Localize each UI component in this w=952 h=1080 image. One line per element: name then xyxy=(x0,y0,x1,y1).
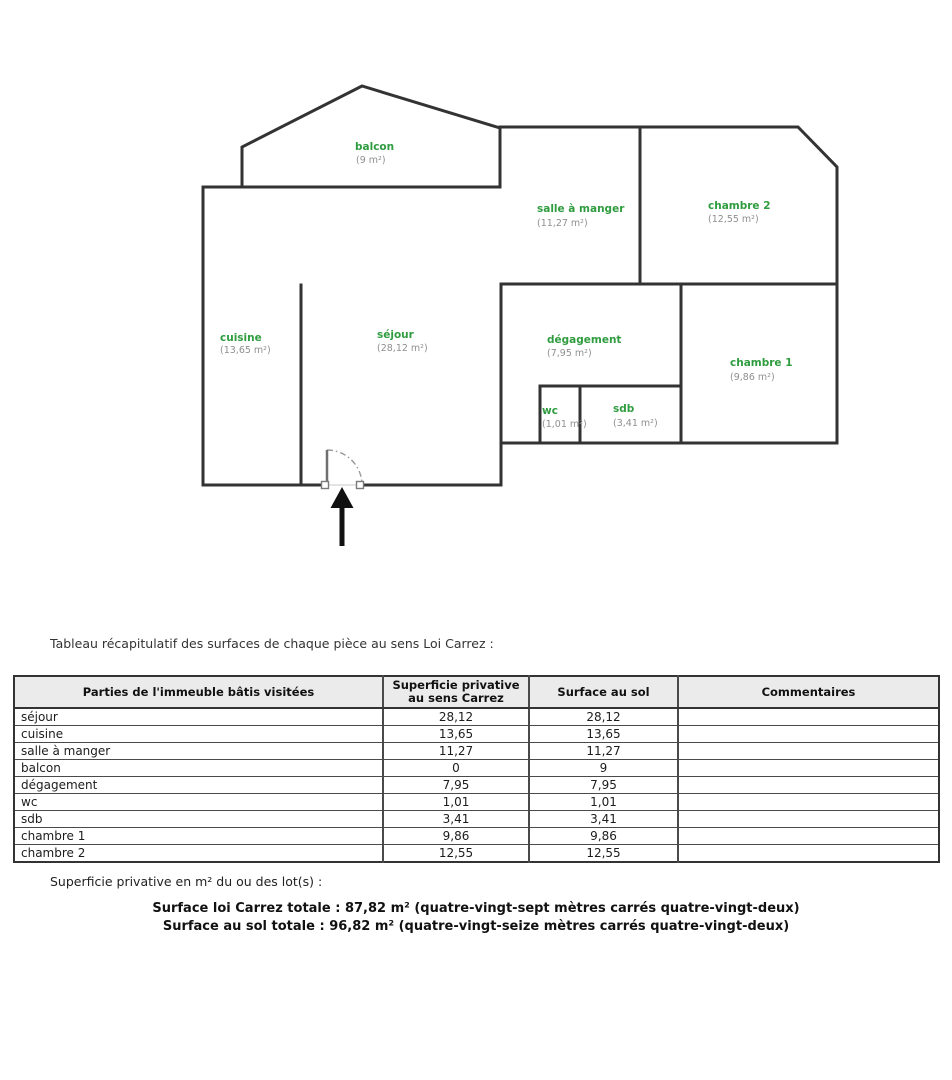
room-label-degagement xyxy=(547,334,621,359)
cell-sol: 1,01 xyxy=(529,794,678,811)
table-row xyxy=(14,760,939,777)
cell-carrez: 13,65 xyxy=(383,726,529,743)
table-header xyxy=(14,676,939,708)
cell-room: chambre 2 xyxy=(14,845,383,863)
cell-room: salle à manger xyxy=(14,743,383,760)
cell-carrez: 1,01 xyxy=(383,794,529,811)
col-header-superficie-carrez: Superficie privative au sens Carrez xyxy=(383,676,529,708)
cell-carrez: 7,95 xyxy=(383,777,529,794)
cell-carrez: 28,12 xyxy=(383,708,529,726)
room-label-chambre-1 xyxy=(730,357,793,383)
cell-sol: 28,12 xyxy=(529,708,678,726)
cell-sol: 12,55 xyxy=(529,845,678,863)
cell-room: séjour xyxy=(14,708,383,726)
room-area: (3,41 m²) xyxy=(613,418,658,429)
room-area: (9 m²) xyxy=(356,155,386,166)
total-sol-line: Surface au sol totale : 96,82 m² (quatre-vingt-seize mètres carrés quatre-vingt-deux) xyxy=(162,919,790,934)
room-area: (9,86 m²) xyxy=(730,372,775,383)
room-label-sdb xyxy=(613,403,658,429)
cell-comment xyxy=(678,811,939,828)
col-header-commentaires: Commentaires xyxy=(678,676,939,708)
cell-sol: 9 xyxy=(529,760,678,777)
room-area: (7,95 m²) xyxy=(547,348,592,359)
cell-carrez: 12,55 xyxy=(383,845,529,863)
cell-sol: 11,27 xyxy=(529,743,678,760)
cell-sol: 13,65 xyxy=(529,726,678,743)
room-area: (11,27 m²) xyxy=(537,218,588,229)
table-row xyxy=(14,811,939,828)
room-name: wc xyxy=(542,405,558,417)
room-label-sejour xyxy=(377,329,428,354)
cell-room: dégagement xyxy=(14,777,383,794)
room-name: sdb xyxy=(613,403,635,415)
room-name: chambre 2 xyxy=(708,200,771,212)
cell-room: chambre 1 xyxy=(14,828,383,845)
table-header-row xyxy=(14,676,939,708)
door-hinge-right xyxy=(357,482,364,489)
cell-comment xyxy=(678,743,939,760)
room-name: balcon xyxy=(355,141,395,153)
cell-comment xyxy=(678,726,939,743)
cell-room: sdb xyxy=(14,811,383,828)
room-label-chambre-2 xyxy=(708,200,771,225)
totals-block xyxy=(0,900,952,936)
cell-comment xyxy=(678,777,939,794)
room-area: (28,12 m²) xyxy=(377,343,428,354)
cell-comment xyxy=(678,828,939,845)
room-area: (1,01 m²) xyxy=(542,419,587,430)
room-label-salle-a-manger xyxy=(537,203,625,229)
cell-comment xyxy=(678,794,939,811)
cell-room: cuisine xyxy=(14,726,383,743)
table-row xyxy=(14,708,939,726)
room-name: cuisine xyxy=(220,332,262,344)
cell-comment xyxy=(678,760,939,777)
cell-room: wc xyxy=(14,794,383,811)
room-label-cuisine xyxy=(220,332,271,356)
superficie-privative-intro: Superficie privative en m² du ou des lot(s) : xyxy=(50,874,323,889)
table-row xyxy=(14,845,939,863)
col-header-parties: Parties de l'immeuble bâtis visitées xyxy=(14,676,383,708)
cell-comment xyxy=(678,708,939,726)
room-label-balcon xyxy=(355,141,394,166)
door-hinge-left xyxy=(322,482,329,489)
door-swing-arc xyxy=(327,450,362,485)
room-area: (12,55 m²) xyxy=(708,214,759,225)
entrance-arrow-icon xyxy=(331,487,354,546)
cell-carrez: 11,27 xyxy=(383,743,529,760)
cell-sol: 9,86 xyxy=(529,828,678,845)
cell-sol: 3,41 xyxy=(529,811,678,828)
cell-carrez: 0 xyxy=(383,760,529,777)
cell-sol: 7,95 xyxy=(529,777,678,794)
room-name: chambre 1 xyxy=(730,357,793,369)
room-name: séjour xyxy=(377,329,414,341)
table-row xyxy=(14,743,939,760)
room-name: salle à manger xyxy=(537,203,625,215)
cell-carrez: 9,86 xyxy=(383,828,529,845)
carrez-summary-table xyxy=(13,675,940,863)
col-header-surface-sol: Surface au sol xyxy=(529,676,678,708)
total-carrez-line: Surface loi Carrez totale : 87,82 m² (quatre-vingt-sept mètres carrés quatre-vingt-deux) xyxy=(152,901,800,916)
table-row xyxy=(14,777,939,794)
cell-carrez: 3,41 xyxy=(383,811,529,828)
table-row xyxy=(14,828,939,845)
table-row xyxy=(14,726,939,743)
room-name: dégagement xyxy=(547,334,622,346)
cell-room: balcon xyxy=(14,760,383,777)
room-area: (13,65 m²) xyxy=(220,345,271,356)
table-row xyxy=(14,794,939,811)
apartment-interior-walls xyxy=(301,127,837,485)
cell-comment xyxy=(678,845,939,863)
table-intro-text: Tableau récapitulatif des surfaces de chaque pièce au sens Loi Carrez : xyxy=(50,636,494,651)
